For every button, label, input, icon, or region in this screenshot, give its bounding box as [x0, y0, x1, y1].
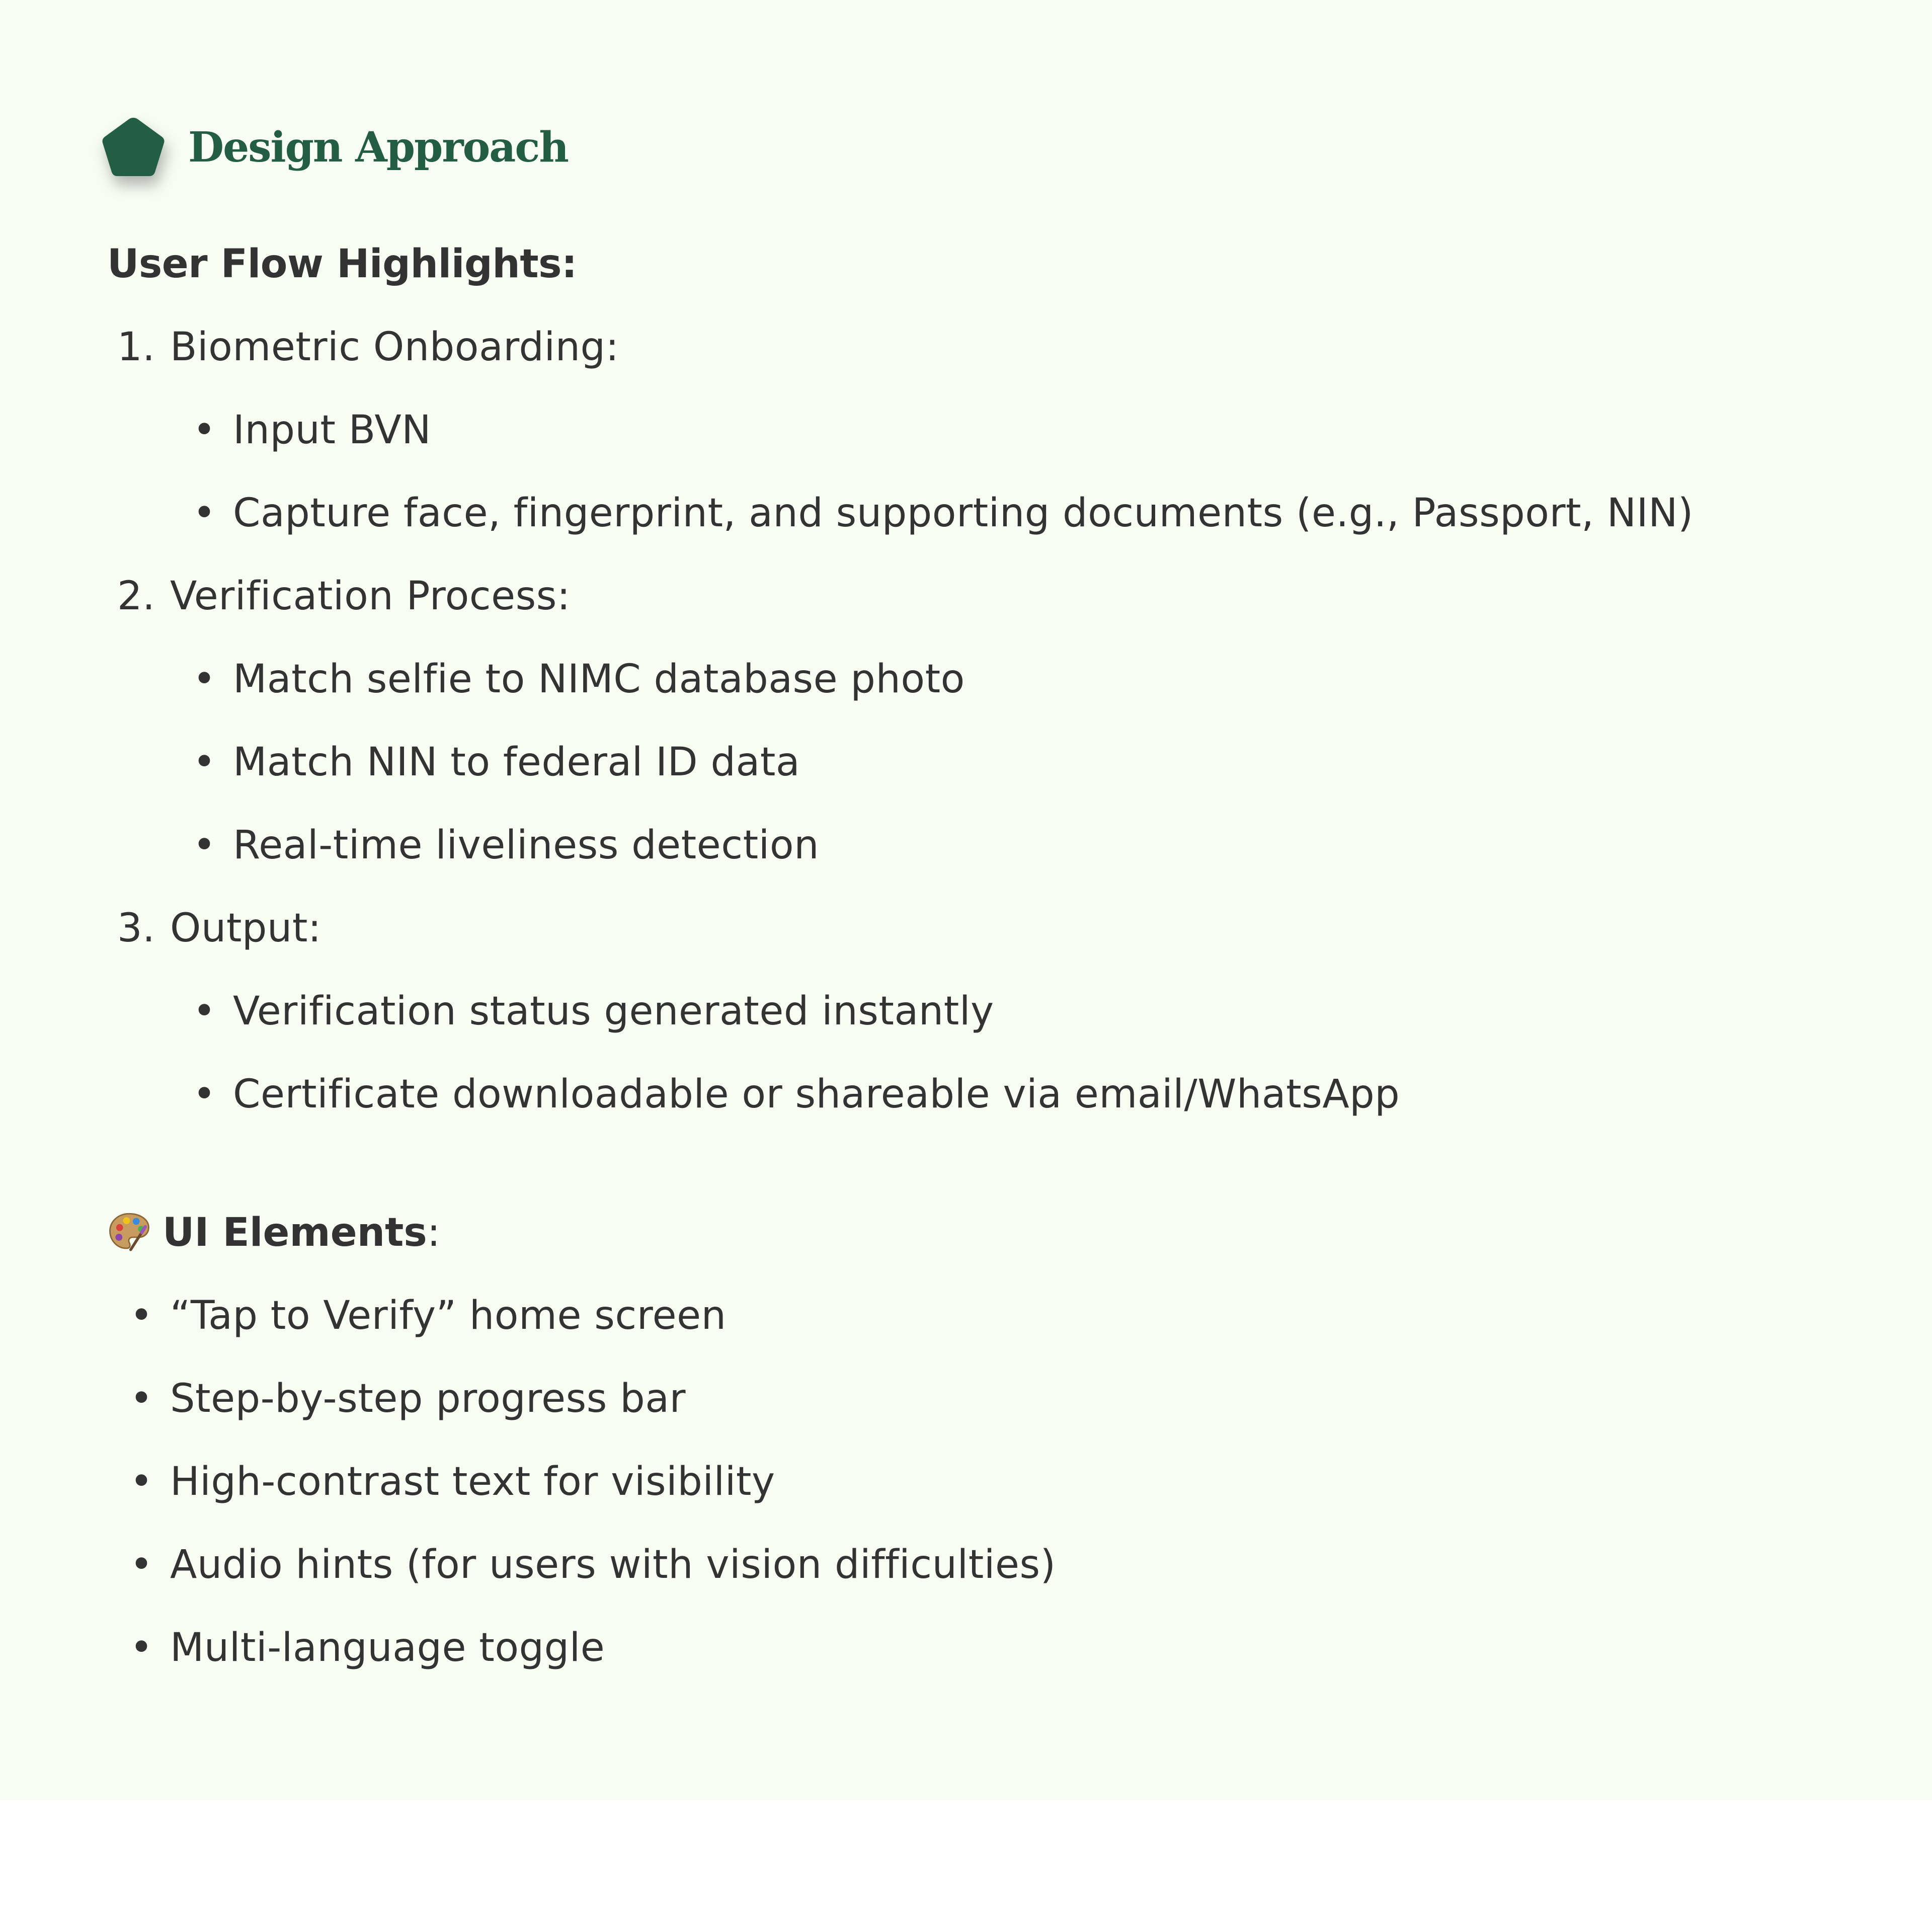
list-item: [107, 1067, 1868, 1122]
list-item-text: Input BVN: [233, 408, 432, 453]
bullet-icon: •: [193, 491, 216, 536]
list-item: [107, 1371, 1868, 1426]
list-item-text: Match NIN to federal ID data: [233, 740, 800, 785]
palette-icon: [107, 1210, 151, 1254]
ui-elements-heading: [107, 1205, 1868, 1260]
step-number: 1.: [117, 325, 155, 370]
list-item-text: “Tap to Verify” home screen: [170, 1293, 727, 1338]
step-number: 2.: [117, 574, 155, 619]
bullet-icon: •: [193, 740, 216, 785]
list-item-text: Audio hints (for users with vision difficulties): [170, 1542, 1056, 1587]
bullet-icon: •: [130, 1625, 153, 1670]
bullet-icon: •: [193, 1072, 216, 1117]
list-item-text: Multi-language toggle: [170, 1625, 605, 1670]
page-title: Design Approach: [188, 123, 568, 172]
bullet-icon: •: [130, 1542, 153, 1587]
list-item: [107, 984, 1868, 1039]
bullet-icon: •: [193, 657, 216, 702]
bullet-icon: •: [130, 1293, 153, 1338]
list-item: [107, 735, 1868, 790]
bullet-icon: •: [130, 1376, 153, 1421]
list-item: [107, 818, 1868, 873]
list-item: [107, 1537, 1868, 1592]
list-item-text: Match selfie to NIMC database photo: [233, 657, 965, 702]
step-label: Output:: [170, 906, 321, 951]
flow-step: [107, 569, 1868, 624]
ui-elements-colon: :: [427, 1210, 441, 1255]
list-item-text: Real-time liveliness detection: [233, 823, 820, 868]
flow-step: [107, 320, 1868, 375]
list-item: [107, 486, 1868, 541]
list-item-text: Capture face, fingerprint, and supporting documents (e.g., Passport, NIN): [233, 491, 1694, 536]
document-body: [107, 236, 1868, 1675]
list-item: [107, 1288, 1868, 1343]
list-item-text: Step-by-step progress bar: [170, 1376, 686, 1421]
user-flow-heading: User Flow Highlights:: [107, 242, 577, 287]
list-item: [107, 652, 1868, 707]
list-item: [107, 403, 1868, 458]
pentagon-icon: [100, 116, 167, 179]
section-header: [100, 115, 568, 180]
ui-elements-title: UI Elements: [163, 1210, 427, 1255]
bullet-icon: •: [193, 989, 216, 1034]
section-spacer: [107, 1122, 1868, 1205]
list-item-text: Verification status generated instantly: [233, 989, 994, 1034]
list-item-text: Certificate downloadable or shareable via email/WhatsApp: [233, 1072, 1400, 1117]
step-number: 3.: [117, 906, 155, 951]
list-item: [107, 1454, 1868, 1509]
step-label: Biometric Onboarding:: [170, 325, 619, 370]
list-item: [107, 1620, 1868, 1675]
bullet-icon: •: [193, 408, 216, 453]
list-item-text: High-contrast text for visibility: [170, 1459, 775, 1504]
flow-step: [107, 901, 1868, 956]
step-label: Verification Process:: [170, 574, 571, 619]
bullet-icon: •: [130, 1459, 153, 1504]
bullet-icon: •: [193, 823, 216, 868]
